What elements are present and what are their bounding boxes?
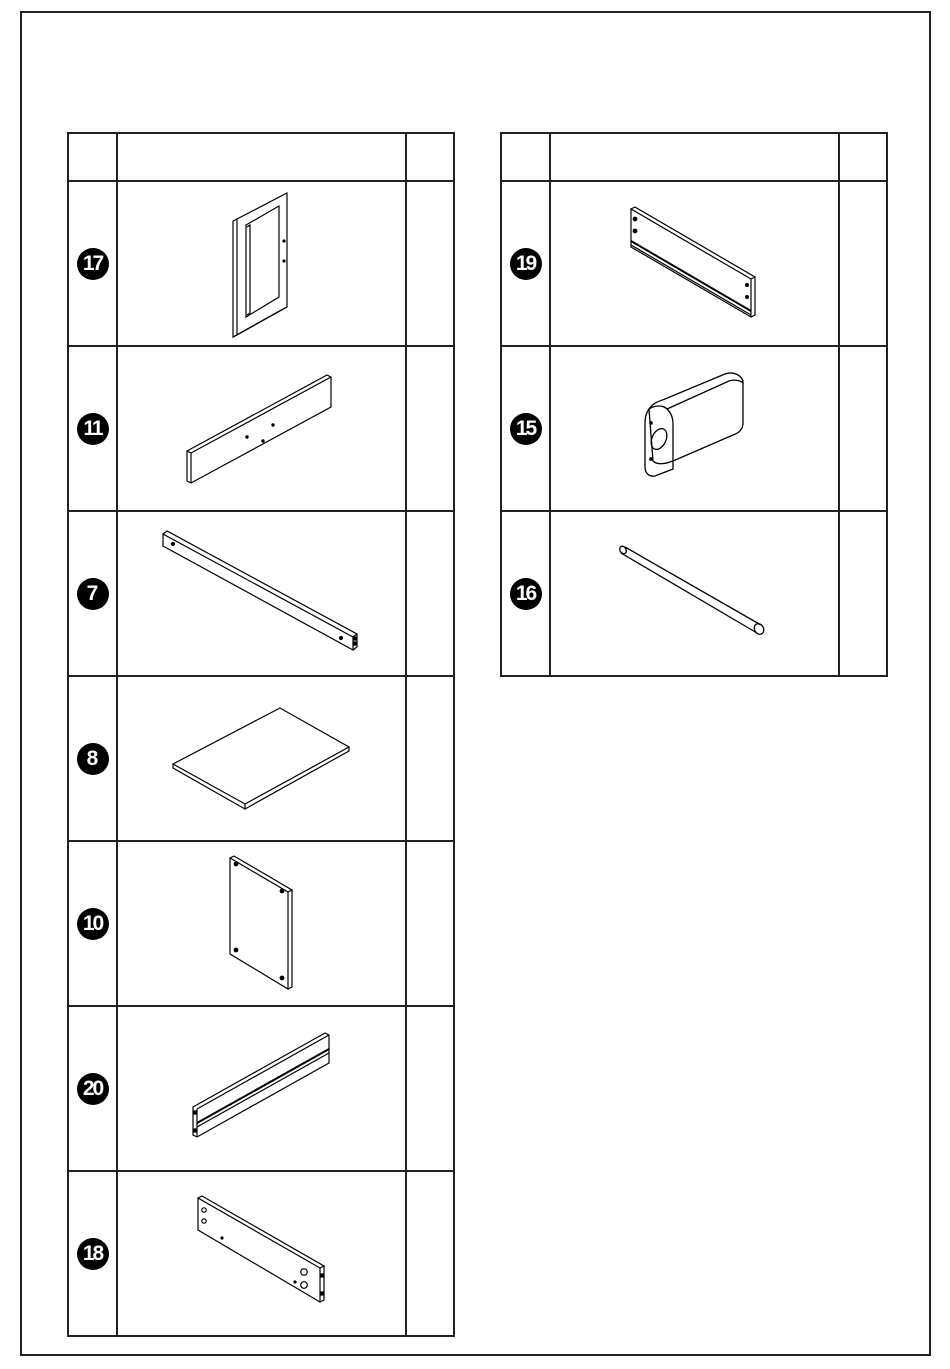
part-number-badge: 20: [77, 1073, 109, 1105]
table-row: [68, 1006, 454, 1171]
header-image-cell: [117, 133, 406, 181]
flat-board-icon: [177, 369, 347, 489]
part-number-badge: 7: [77, 578, 109, 610]
part-illustration-cell: [550, 181, 839, 346]
part-illustration-cell: [550, 511, 839, 676]
block-with-hole-icon: [637, 369, 752, 489]
table-row: [68, 181, 454, 346]
part-illustration-cell: [117, 181, 406, 346]
quantity-cell: [406, 676, 454, 841]
part-illustration-cell: [550, 346, 839, 511]
table-row: [501, 511, 887, 676]
part-number-badge: 10: [77, 908, 109, 940]
part-illustration-cell: [117, 346, 406, 511]
parts-table-right: [500, 132, 888, 677]
side-panel-icon: [222, 854, 302, 994]
table-header-row: [501, 133, 887, 181]
table-row: [68, 511, 454, 676]
thin-panel-icon: [169, 704, 354, 814]
quantity-cell: [406, 1006, 454, 1171]
grooved-rail-icon: [187, 1031, 337, 1146]
table-header-row: [68, 133, 454, 181]
part-illustration-cell: [117, 841, 406, 1006]
table-row: [501, 346, 887, 511]
header-number-cell: [68, 133, 117, 181]
grooved-back-rail-icon: [625, 201, 765, 326]
end-panel-with-holes-icon: [192, 1194, 332, 1314]
part-number-badge: 18: [77, 1238, 109, 1270]
quantity-cell: [839, 511, 887, 676]
quantity-cell: [839, 346, 887, 511]
part-illustration-cell: [117, 1171, 406, 1336]
long-rail-icon: [157, 526, 367, 661]
part-number-badge: 8: [77, 743, 109, 775]
part-number-badge: 15: [510, 413, 542, 445]
part-illustration-cell: [117, 676, 406, 841]
part-number-badge: 19: [510, 248, 542, 280]
part-number-badge: 17: [77, 248, 109, 280]
part-illustration-cell: [117, 1006, 406, 1171]
quantity-cell: [839, 181, 887, 346]
header-quantity-cell: [406, 133, 454, 181]
part-number-badge: 16: [510, 578, 542, 610]
round-dowel-rod-icon: [615, 541, 775, 646]
quantity-cell: [406, 511, 454, 676]
header-image-cell: [550, 133, 839, 181]
table-row: [68, 1171, 454, 1336]
parts-table-left: [67, 132, 455, 1337]
part-illustration-cell: [117, 511, 406, 676]
glass-door-frame-icon: [217, 189, 307, 339]
quantity-cell: [406, 346, 454, 511]
table-row: [68, 676, 454, 841]
quantity-cell: [406, 841, 454, 1006]
table-row: [501, 181, 887, 346]
header-quantity-cell: [839, 133, 887, 181]
header-number-cell: [501, 133, 550, 181]
table-row: [68, 841, 454, 1006]
quantity-cell: [406, 1171, 454, 1336]
part-number-badge: 11: [77, 413, 109, 445]
table-row: [68, 346, 454, 511]
quantity-cell: [406, 181, 454, 346]
